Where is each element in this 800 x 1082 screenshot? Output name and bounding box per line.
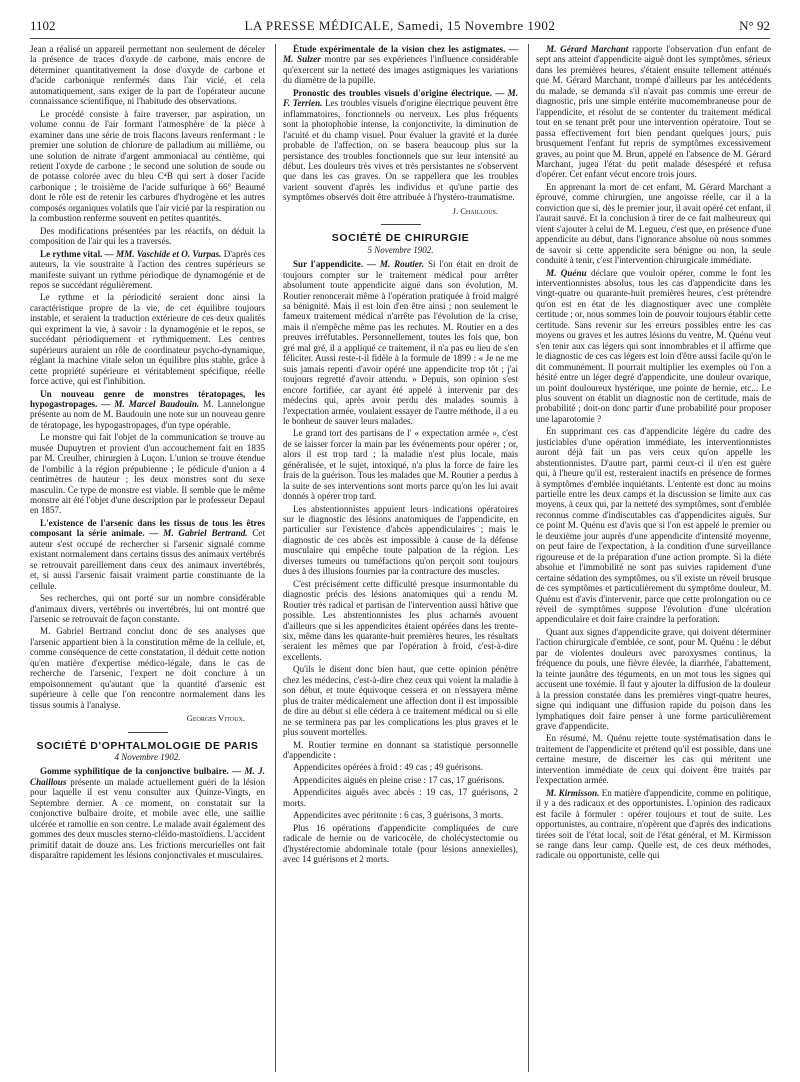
communication-text: M. Lannelongue présente au nom de M. Baudouin une note sur un nouveau genre de tératopage, les hypogastropages, d'un type opérable.: [30, 398, 265, 430]
paragraph: C'est précisément cette difficulté presque insurmontable du diagnostic précis des lésions anatomiques qui a rendu M. Routier très radical et partisan de l'intervention aussi hâtive que possible. Les abstentionnistes les plus acharnés avouent d'ailleurs que si les appendicites étaient opérées dans les trente-six, même dans les quarante-huit premières heures, les résultats seraient les mêmes que par l'opération à froid, c'est-à-dire excellents.: [283, 578, 518, 662]
communication-kirmisson: [536, 788, 771, 861]
issue-number: N° 92: [739, 18, 770, 33]
communication-authors: M. Quénu: [546, 267, 587, 278]
communication-authors: M. Kirmisson.: [546, 787, 600, 798]
section-date: 4 Novembre 1902.: [114, 752, 181, 762]
communication-quenu: [536, 268, 771, 425]
paragraph: En résumé, M. Quénu rejette toute systématisation dans le traitement de l'appendicite et prétend qu'il est possible, dans une certaine mesure, de discerner les cas qui méritent une intervention immédiate de ceux qui doivent être traités par l'expectation armée.: [536, 733, 771, 786]
communication-title: Le rythme vital.: [40, 248, 103, 259]
communication-title: Étude expérimentale de la vision chez les astigmates.: [293, 44, 506, 54]
communication-text: montre par ses expériences l'influence considérable qu'exercent sur la netteté des images astigmiques les variations du diamètre de la pupille.: [283, 54, 518, 86]
communication-baudouin: [30, 389, 265, 431]
paragraph: Quant aux signes d'appendicite grave, qui doivent déterminer l'action chirurgicale d'emblée, ce sont, pour M. Quénu : le début par de violentes douleurs avec paroxysmes continus, la fréquence du pouls, une fièvre élevée, la diarrhée, l'abattement, la teinte jaunâtre des téguments, en un mot tous les signes qui accusent une toxémie. Il faut y ajouter la diffusion de la douleur à la pression constatée dans les premières vingt-quatre heures, signe qui indiquant une diffusion rapide du poison dans les lymphatiques doit faire penser à une forme particulièrement grave d'appendicite.: [536, 626, 771, 731]
communication-text: Les troubles visuels d'origine électrique peuvent être inflammatoires, fonctionnels ou nerveux. Les plus fréquents sont la photophobie intense, la conjonctivite, la diminution de l'acuité et du champ visuel. Pour évaluer la gravité et la durée probable de l'affection, on se basera beaucoup plus sur la persistance des troubles fonctionnels que sur leur intensité au début. Les douleurs très vives et très persistantes ne s'observent que dans les cas graves. On se rappellera que les troubles varient souvent d'après les individus et qu'une partie des symptômes observés doit être attribuée à l'hystéro-traumatisme.: [283, 98, 518, 203]
communication-vaschide: [30, 249, 265, 291]
column-rule: [528, 44, 529, 1072]
communication-title: L'existence de l'arsenic dans les tissus de tous les êtres composant la série animale.: [30, 517, 265, 539]
page-header: [30, 18, 770, 39]
signature: J. Chaillous.: [452, 205, 498, 216]
page-number: 1102: [30, 18, 56, 33]
communication-text: présente un malade actuellement guéri de la lésion pour laquelle il est venu consulter aux Quinze-Vingts, en Septembre dernier. A ce moment, on constatait sur la conjonctive bulbaire droite, et mobile avec elle, une saillie ulcérée et ramollie en son centre. Le malade avait également des gommes des deux muscles sterno-cléïdo-mastoïdiens. L'accident primitif datait de douze ans. Les frictions mercurielles ont fait disparaître rapidement les lésions conjonctivales et musculaires.: [30, 776, 265, 861]
paragraph: Jean a réalisé un appareil permettant non seulement de déceler la présence de traces d'oxyde de carbone, mais encore de déterminer quantitativement la dose d'oxyde de carbone et d'acide carbonique renfermés dans l'air vicié, et cela automatiquement, sans exiger de la part de l'opérateur aucune connaissance scientifique, ni l'habitude des observations.: [30, 44, 265, 107]
paragraph: Ses recherches, qui ont porté sur un nombre considérable d'animaux divers, vertébrés ou invertébrés, lui ont montré que l'arsenic se retrouvait de façon constante.: [30, 593, 265, 625]
communication-text: Si l'on était en droit de toujours compter sur le traitement médical pour arrêter absolument toute appendicite aiguë dans son évolution, M. Routier renoncerait même à l'opération pratiquée à froid malgré sa bénignité. Mais il est loin d'en être ainsi ; non seulement le fameux traitement médical n'arrête pas l'évolution de la crise, mais il n'empêche même pas les rechutes. M. Routier en a des preuves irréfutables. Personnellement, toutes les fois que, bon gré mal gré, il a appliqué ce traitement, il n'a pas eu lieu de s'en féliciter. Aussi reste-t-il fidèle à la formule de 1899 : « Je ne me suis jamais repenti d'avoir opéré une appendicite trop tôt ; j'ai toujours regretté d'avoir attendu. » Depuis, son opinion s'est encore fortifiée, car ayant été appelé à intervenir par des médecins qui, après avoir perdu des malades soumis à l'expectation armée, voulaient essayer de l'autre méthode, il a eu le bonheur de sauver leurs malades.: [283, 259, 518, 426]
communication-marchant: [536, 44, 771, 180]
paragraph: Qu'ils le disent donc bien haut, que cette opinion pénètre chez les médecins, c'est-à-dire chez ceux qui voient la maladie à son début, et toute équivoque cessera et on n'essayera même plus de traiter médicalement une affection dont il est impossible de dire au début si elle cédera à ce traitement médical ou si elle ne se terminera pas par les complications les plus graves et le plus souvent mortelles.: [283, 664, 518, 738]
communication-text: D'après ces auteurs, la vie soustraite à l'action des centres supérieurs se manifeste suivant un rythme périodique de dynamogénie et de repos se succédant régulièrement.: [30, 248, 265, 290]
communication-title: Pronostic des troubles visuels d'origine électrique.: [293, 87, 492, 98]
column-middle: [283, 44, 518, 1074]
paragraph: Des modifications présentées par les réactifs, on déduit la composition de l'air qui les a traversés.: [30, 225, 265, 247]
communication-routier: [283, 259, 518, 426]
statistics-item: Appendicites aiguës avec abcès : 19 cas, 17 guérisons, 2 morts.: [283, 787, 518, 808]
communication-title: Gomme syphilitique de la conjonctive bulbaire.: [40, 766, 229, 777]
statistics-item: Appendicites avec péritonite : 6 cas, 3 guérisons, 3 morts.: [293, 810, 504, 821]
statistics-list: [283, 762, 518, 864]
communication-authors: — M. Gabriel Bertrand.: [149, 528, 248, 539]
paragraph: Le monstre qui fait l'objet de la communication se trouve au musée Dupuytren et provient d'un accouchement fait en 1835 par M. Creulher, chirurgien à Luçon. L'union se trouve étendue de l'ombilic à la région prépubienne ; le pédicule d'union a 4 centimètres de hauteur ; les deux monstres sont du sexe masculin. Ce type de monstre est viable. Il semble que le même monstre ait été l'objet d'une description par le professeur Depaul en 1857.: [30, 432, 265, 516]
communication-text: En matière d'appendicite, comme en politique, il y a des radicaux et des opportunistes. L'opinion des radicaux est facile à formuler : opérer toujours et tout de suite. Les opportunistes, au contraire, n'opèrent que d'après des indications tirées soit de l'état local, soit de l'état général, et M. Kirmisson se range dans leur camp. Quelle est, de ces deux méthodes, radicale ou opportuniste, celle qui: [536, 787, 771, 861]
paragraph: En apprenant la mort de cet enfant, M. Gérard Marchant a éprouvé, comme chirurgien, une angoisse réelle, car il a la conviction que si, dès le premier jour, il avait opéré cet enfant, il l'aurait sauvé. Et la conclusion à tirer de ce fait malheureux qui vient s'ajouter à celui de M. Legueu, c'est que, en présence d'une appendicite au début, dans l'ignorance absolue où nous sommes de savoir si cette appendicite sera bénigne ou non, la seule conduite à tenir, c'est l'intervention chirurgicale immédiate.: [536, 181, 771, 266]
communication-text: déclare que vouloir opérer, comme le font les interventionnistes absolus, tous les cas d'appendicite dans les vingt-quatre ou quarante-huit premières heures, c'est prétendre qu'on est en état de les diagnostiquer avec une complète certitude ; or, nous sommes loin de pouvoir toujours établir cette certitude. Sans revenir sur les erreurs possibles entre les cas moyens ou graves et les autres lésions du ventre, M. Quénu veut s'en tenir aux cas légers qui sont innombrables et il affirme que le diagnostic de ces cas légers est loin d'être aussi facile qu'on le dit communément. Il pourrait multiplier les exemples où l'on a hésité entre un léger degré d'appendicite, une douleur ovarique, un point douloureux hystérique, une pointe de hernie, etc... Le plus souvent on établit un diagnostic non de certitude, mais de probabilité ; doit-on donc partir d'une probabilité pour proposer une laparotomie ?: [536, 267, 771, 424]
communication-title: Sur l'appendicite.: [293, 259, 364, 270]
section-title: SOCIÉTÉ D'OPHTALMOLOGIE DE PARIS: [36, 739, 259, 752]
paragraph: Le rythme et la périodicité seraient donc ainsi la caractéristique propre de la vie, de cet équilibre toujours instable, et seraient la traduction extérieure de ces deux qualités qui expriment la vie, à savoir : la dynamogénie et le repos, se succédant périodiquement et rythmiquement. Les centres supérieurs auraient un rôle de coordinateur psycho-dynamique, réglant la machine vitale selon un équilibre plus stable, grâce à cette propriété supérieure et véritablement spécifique, réelle force active, qui est l'inhibition.: [30, 292, 265, 387]
section-date: 5 Novembre 1902.: [367, 244, 434, 255]
paragraph: Le procédé consiste à faire traverser, par aspiration, un volume connu de l'air formant l'atmosphère de la pièce à examiner dans une série de trois flacons laveurs renfermant : le premier une solution de chlorure de palladium au millième, ou une solution de nitrate d'argent ammoniacal au centième, qui retient l'oxyde de carbone ; le second une solution de soude ou de potasse colorée avec du bleu C⁴B qui sert à doser l'acide carbonique ; le troisième de l'acide sulfurique à 66° Beaumé dont le rôle est de retenir les carbures d'hydrogène et les autres composés organiques volatils que l'air vicié par la respiration ou la combustion renferme souvent en petites quantités.: [30, 108, 265, 224]
statistics-item: Appendicites aiguës en pleine crise : 17 cas, 17 guérisons.: [293, 774, 505, 785]
communication-chaillous: [30, 766, 265, 860]
column-right: [536, 44, 771, 1074]
communication-sulzer: [283, 44, 518, 86]
separator-rule: [128, 732, 168, 733]
communication-authors: — M. Sulzer: [283, 44, 518, 65]
communication-authors: — M. Routier.: [366, 259, 425, 270]
communication-authors: — M. F. Terrien.: [283, 87, 518, 109]
communication-authors: — M. J. Chaillous: [30, 766, 265, 787]
paragraph: M. Routier termine en donnant sa statistique personnelle d'appendicite :: [283, 739, 518, 760]
journal-title: LA PRESSE MÉDICALE, Samedi, 15 Novembre 1902: [244, 18, 556, 33]
communication-text: Cet auteur s'est occupé de rechercher si l'arsenic signalé comme existant normalement dans certains tissus des animaux vertébrés se retrouvait pareillement dans ceux des animaux invertébrés, et, si aussi l'arsenic faisait vraiment partie constituante de la cellule.: [30, 528, 265, 591]
statistics-item: Plus 16 opérations d'appendicite compliquées de cure radicale de hernie ou de varicocèle, de cholécystectomie ou d'hystérectomie abdominale totale (pour lésions annexielles), avec 14 guérisons et 2 morts.: [283, 822, 518, 865]
column-rule: [275, 44, 276, 1072]
paragraph: En supprimant ces cas d'appendicite légère du cadre des justiciables d'une opération immédiate, les interventionnistes auront déjà fait un pas vers ceux qu'on appelle les abstentionnistes. D'autre part, parmi ceux-ci il n'en est guère qui, à l'heure qu'il est, resteraient inactifs en présence de formes à symptômes d'emblée inquiétants. L'entente est donc au moins partielle entre les deux camps et la discussion se limite aux cas moyens, à ceux qui, par la netteté des symptômes, sont d'emblée reconnus comme d'indiscutables cas d'appendicites aiguës. Sur ce point M. Quénu est d'avis que si l'on est appelé le premier ou le deuxième jour auprès d'une appendicite d'intensité moyenne, on peut faire de l'expectation, à la condition d'une surveillance rigoureuse et de la préparation d'une action prompte. Si la diète absolue et l'immobilité ne sont pas suivies rapidement d'une certaine sédation des symptômes, ou s'il existe un réveil brusque de ces symptômes et particulièrement du symptôme douleur, M. Quénu est d'avis d'intervenir, parce que cette prolongation ou ce réveil de symptômes suppose l'évolution d'une ulcération appendiculaire et doit faire craindre la perforation.: [536, 426, 771, 625]
communication-terrien: [283, 88, 518, 203]
column-left: [30, 44, 265, 1074]
paragraph: M. Gabriel Bertrand conclut donc de ses analyses que l'arsenic appartient bien à la constitution même de la cellule, et, comme conséquence de cette constatation, il déduit cette notion qu'en matière d'expertise médico-légale, dans le cas de recherche de l'arsenic, l'expert ne doit conclure à un empoisonnement qu'autant que la quantité d'arsenic est supérieure à celle que l'on rencontre normalement dans les tissus soumis à l'analyse.: [30, 626, 265, 710]
communication-bertrand: [30, 518, 265, 591]
communication-authors: — MM. Vaschide et O. Vurpas.: [104, 248, 222, 259]
paragraph: Les abstentionnistes appuient leurs indications opératoires sur le diagnostic des lésions anatomiques de l'appendicite, en particulier sur l'existence d'abcès appendiculaires ; mais le diagnostic de ces abcès est impossible à cause de la défense musculaire qui empêche toute palpation de la région. Les diverses tumeurs ou tuméfactions qu'on perçoit sont toujours dues à des illusions fournies par la contracture des muscles.: [283, 503, 518, 577]
signature: Georges Vitoux.: [186, 713, 245, 724]
communication-text: rapporte l'observation d'un enfant de sept ans atteint d'appendicite aiguë dont les symptômes, sérieux dans les premières heures, s'étaient ensuite tellement atténués que M. Gérard Marchant, trompé d'ailleurs par les antécédents du malade, se demanda s'il n'avait pas commis une erreur de diagnostic, pris une simple entérite mucomembraneuse pour de l'appendicite, et résolut de se contenter du traitement médical tout en se tenant prêt pour une intervention opératoire. Tout se passa effectivement fort bien pendant quelques jours, puis brusquement l'enfant fut repris de symptômes excessivement graves, au point que M. Brun, appelé en l'absence de M. Gérard Marchant, jugea l'état du petit malade désespéré et refusa d'opérer. Cet enfant vécut encore trois jours.: [536, 44, 771, 180]
separator-rule: [381, 224, 421, 225]
statistics-item: Appendicites opérées à froid : 49 cas ; 49 guérisons.: [293, 762, 483, 773]
communication-title: Un nouveau genre de monstres tératopages, les hypogastropages.: [30, 388, 265, 409]
section-title: SOCIÉTÉ DE CHIRURGIE: [331, 232, 470, 245]
communication-authors: — M. Marcel Baudouin.: [101, 398, 200, 409]
paragraph: Le grand tort des partisans de l' « expectation armée », c'est de se laisser forcer la main par les événements pour opérer ; or, alors il est trop tard ; la maladie n'est plus locale, mais généralisée, et le sujet, intoxiqué, n'a plus la force de faire les frais de la guérison. Tous les malades que M. Routier a perdus à la suite de ses interventions sont morts parce qu'on les lui avait donnés à opérer trop tard.: [283, 428, 518, 502]
communication-authors: M. Gérard Marchant: [546, 44, 629, 54]
